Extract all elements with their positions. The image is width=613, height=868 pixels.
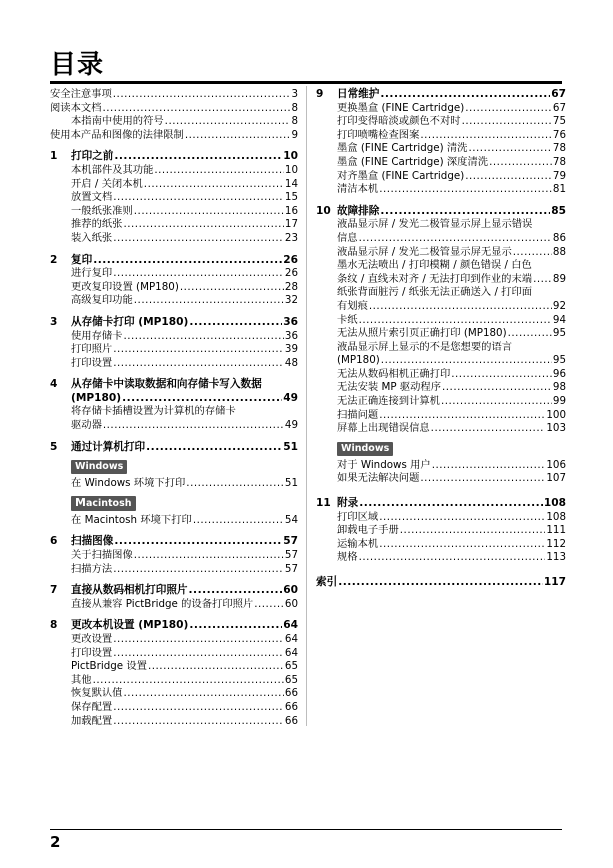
toc-entry[interactable]: 使用本产品和图像的法律限制 ..... 9	[50, 129, 298, 143]
macintosh-badge: Macintosh	[71, 496, 136, 511]
toc-entry[interactable]: 墨盒 (FINE Cartridge) 清洗 ..... 78	[316, 142, 566, 156]
toc-entry[interactable]: 墨盒 (FINE Cartridge) 深度清洗 ..... 78	[316, 156, 566, 170]
toc-entry[interactable]: 恢复默认值 ..... 66	[50, 687, 298, 701]
toc-entry[interactable]: 打印设置 ..... 64	[50, 647, 298, 661]
toc-entry[interactable]: 在 Windows 环境下打印 ..... 51	[50, 477, 298, 491]
column-divider	[306, 86, 307, 726]
toc-entry[interactable]: 安全注意事项 ..... 3	[50, 88, 298, 102]
toc-chapter-11	[316, 497, 566, 565]
toc-entry-line[interactable]: 将存储卡插槽设置为计算机的存储卡	[71, 405, 236, 418]
footer-rule	[50, 829, 562, 830]
toc-entry[interactable]: 关于扫描图像 ..... 57	[50, 549, 298, 563]
toc-entry-line[interactable]: 液晶显示屏 / 发光二极管显示屏上显示错误	[337, 218, 533, 231]
toc-chapter-9	[316, 88, 566, 197]
chapter-heading-cont[interactable]: (MP180) ..... 49	[50, 392, 298, 406]
toc-entry[interactable]: 在 Macintosh 环境下打印 ..... 54	[50, 514, 298, 528]
toc-entry[interactable]: 打印区域 ..... 108	[316, 511, 566, 525]
toc-entry[interactable]: 驱动器 ..... 49	[50, 419, 298, 433]
toc-entry[interactable]: 加载配置 ..... 66	[50, 715, 298, 729]
toc-entry[interactable]: 液晶显示屏 / 发光二极管显示屏无显示 ..... 88	[316, 246, 566, 260]
toc-entry[interactable]: 进行复印 ..... 26	[50, 267, 298, 281]
toc-entry[interactable]: 使用存储卡 ..... 36	[50, 330, 298, 344]
toc-chapter-4	[50, 378, 298, 432]
toc-entry[interactable]: 更换墨盒 (FINE Cartridge) ..... 67	[316, 102, 566, 116]
toc-entry[interactable]: 推荐的纸张 ..... 17	[50, 218, 298, 232]
toc-entry[interactable]: 本指南中使用的符号 ..... 8	[50, 115, 298, 129]
toc-entry[interactable]: 对于 Windows 用户 ..... 106	[316, 459, 566, 473]
toc-front-matter	[50, 88, 298, 142]
toc-chapter-10	[316, 205, 566, 486]
chapter-heading[interactable]: 9 日常维护 ..... 67	[316, 88, 566, 102]
toc-entry[interactable]: 打印设置 ..... 48	[50, 357, 298, 371]
toc-entry[interactable]: 开启 / 关闭本机 ..... 14	[50, 178, 298, 192]
toc-entry[interactable]: 一般纸张准则 ..... 16	[50, 205, 298, 219]
toc-entry[interactable]: 卡纸 ..... 94	[316, 314, 566, 328]
toc-entry[interactable]: 其他 ..... 65	[50, 674, 298, 688]
toc-entry[interactable]: 条纹 / 直线未对齐 / 无法打印到作业的末端 ..... 89	[316, 273, 566, 287]
toc-right-column	[316, 88, 566, 590]
toc-chapter-1	[50, 150, 298, 245]
chapter-heading[interactable]: 5 通过计算机打印 ..... 51	[50, 441, 298, 455]
chapter-heading[interactable]: 2 复印 ..... 26	[50, 254, 298, 268]
toc-chapter-7	[50, 584, 298, 611]
windows-badge: Windows	[337, 442, 393, 456]
toc-entry[interactable]: 无法从数码相机正确打印 ..... 96	[316, 368, 566, 382]
toc-entry[interactable]: 卸载电子手册 ..... 111	[316, 524, 566, 538]
toc-left-column	[50, 88, 298, 728]
chapter-heading[interactable]: 10 故障排除 ..... 85	[316, 205, 566, 219]
toc-entry[interactable]: 放置文档 ..... 15	[50, 191, 298, 205]
chapter-heading[interactable]: 6 扫描图像 ..... 57	[50, 535, 298, 549]
toc-entry-line[interactable]: 液晶显示屏上显示的不是您想要的语言	[337, 340, 513, 353]
toc-entry[interactable]: 无法安装 MP 驱动程序 ..... 98	[316, 381, 566, 395]
toc-entry[interactable]: 清洁本机 ..... 81	[316, 183, 566, 197]
toc-entry[interactable]: 阅读本文档 ..... 8	[50, 102, 298, 116]
toc-entry[interactable]: 更改设置 ..... 64	[50, 633, 298, 647]
title-rule	[50, 81, 562, 84]
toc-entry[interactable]: 高级复印功能 ..... 32	[50, 294, 298, 308]
toc-chapter-5	[50, 441, 298, 528]
toc-chapter-3	[50, 316, 298, 370]
toc-chapter-2	[50, 254, 298, 308]
toc-entry[interactable]: 打印变得暗淡或颜色不对时 ..... 75	[316, 115, 566, 129]
toc-chapter-6	[50, 535, 298, 576]
windows-badge: Windows	[71, 460, 127, 474]
toc-entry[interactable]: 更改复印设置 (MP180) ..... 28	[50, 281, 298, 295]
toc-entry[interactable]: 规格 ..... 113	[316, 551, 566, 565]
toc-entry[interactable]: 无法从照片索引页正确打印 (MP180) ..... 95	[316, 327, 566, 341]
toc-index[interactable]: 索引 ..... 117	[316, 576, 566, 590]
toc-entry-line[interactable]: 纸张背面脏污 / 纸张无法正确送入 / 打印面	[337, 286, 533, 299]
toc-entry[interactable]: 直接从兼容 PictBridge 的设备打印照片 ..... 60	[50, 598, 298, 612]
toc-entry[interactable]: 有划痕 ..... 92	[316, 300, 566, 314]
toc-entry[interactable]: 信息 ..... 86	[316, 232, 566, 246]
toc-entry[interactable]: 打印照片 ..... 39	[50, 343, 298, 357]
toc-chapter-8	[50, 619, 298, 728]
toc-entry[interactable]: 运输本机 ..... 112	[316, 538, 566, 552]
toc-entry[interactable]: 本机部件及其功能 ..... 10	[50, 164, 298, 178]
toc-entry[interactable]: 保存配置 ..... 66	[50, 701, 298, 715]
toc-entry[interactable]: 装入纸张 ..... 23	[50, 232, 298, 246]
toc-entry[interactable]: 无法正确连接到计算机 ..... 99	[316, 395, 566, 409]
toc-entry[interactable]: PictBridge 设置 ..... 65	[50, 660, 298, 674]
page-number: 2	[50, 833, 61, 851]
chapter-heading[interactable]: 3 从存储卡打印 (MP180) ..... 36	[50, 316, 298, 330]
toc-entry-line[interactable]: 墨水无法喷出 / 打印模糊 / 颜色错误 / 白色	[337, 259, 532, 272]
page-title: 目录	[50, 50, 105, 80]
chapter-heading[interactable]: 1 打印之前 ..... 10	[50, 150, 298, 164]
chapter-heading[interactable]: 8 更改本机设置 (MP180) ..... 64	[50, 619, 298, 633]
toc-entry[interactable]: 屏幕上出现错误信息 ..... 103	[316, 422, 566, 436]
toc-entry[interactable]: 扫描方法 ..... 57	[50, 563, 298, 577]
toc-entry[interactable]: 如果无法解决问题 ..... 107	[316, 472, 566, 486]
toc-entry[interactable]: 扫描问题 ..... 100	[316, 409, 566, 423]
toc-entry[interactable]: 打印喷嘴检查图案 ..... 76	[316, 129, 566, 143]
chapter-heading[interactable]: 4 从存储卡中读取数据和向存储卡写入数据	[50, 378, 262, 391]
chapter-heading[interactable]: 11 附录 ..... 108	[316, 497, 566, 511]
chapter-heading[interactable]: 7 直接从数码相机打印照片 ..... 60	[50, 584, 298, 598]
toc-entry[interactable]: 对齐墨盒 (FINE Cartridge) ..... 79	[316, 170, 566, 184]
toc-entry[interactable]: (MP180) ..... 95	[316, 354, 566, 368]
